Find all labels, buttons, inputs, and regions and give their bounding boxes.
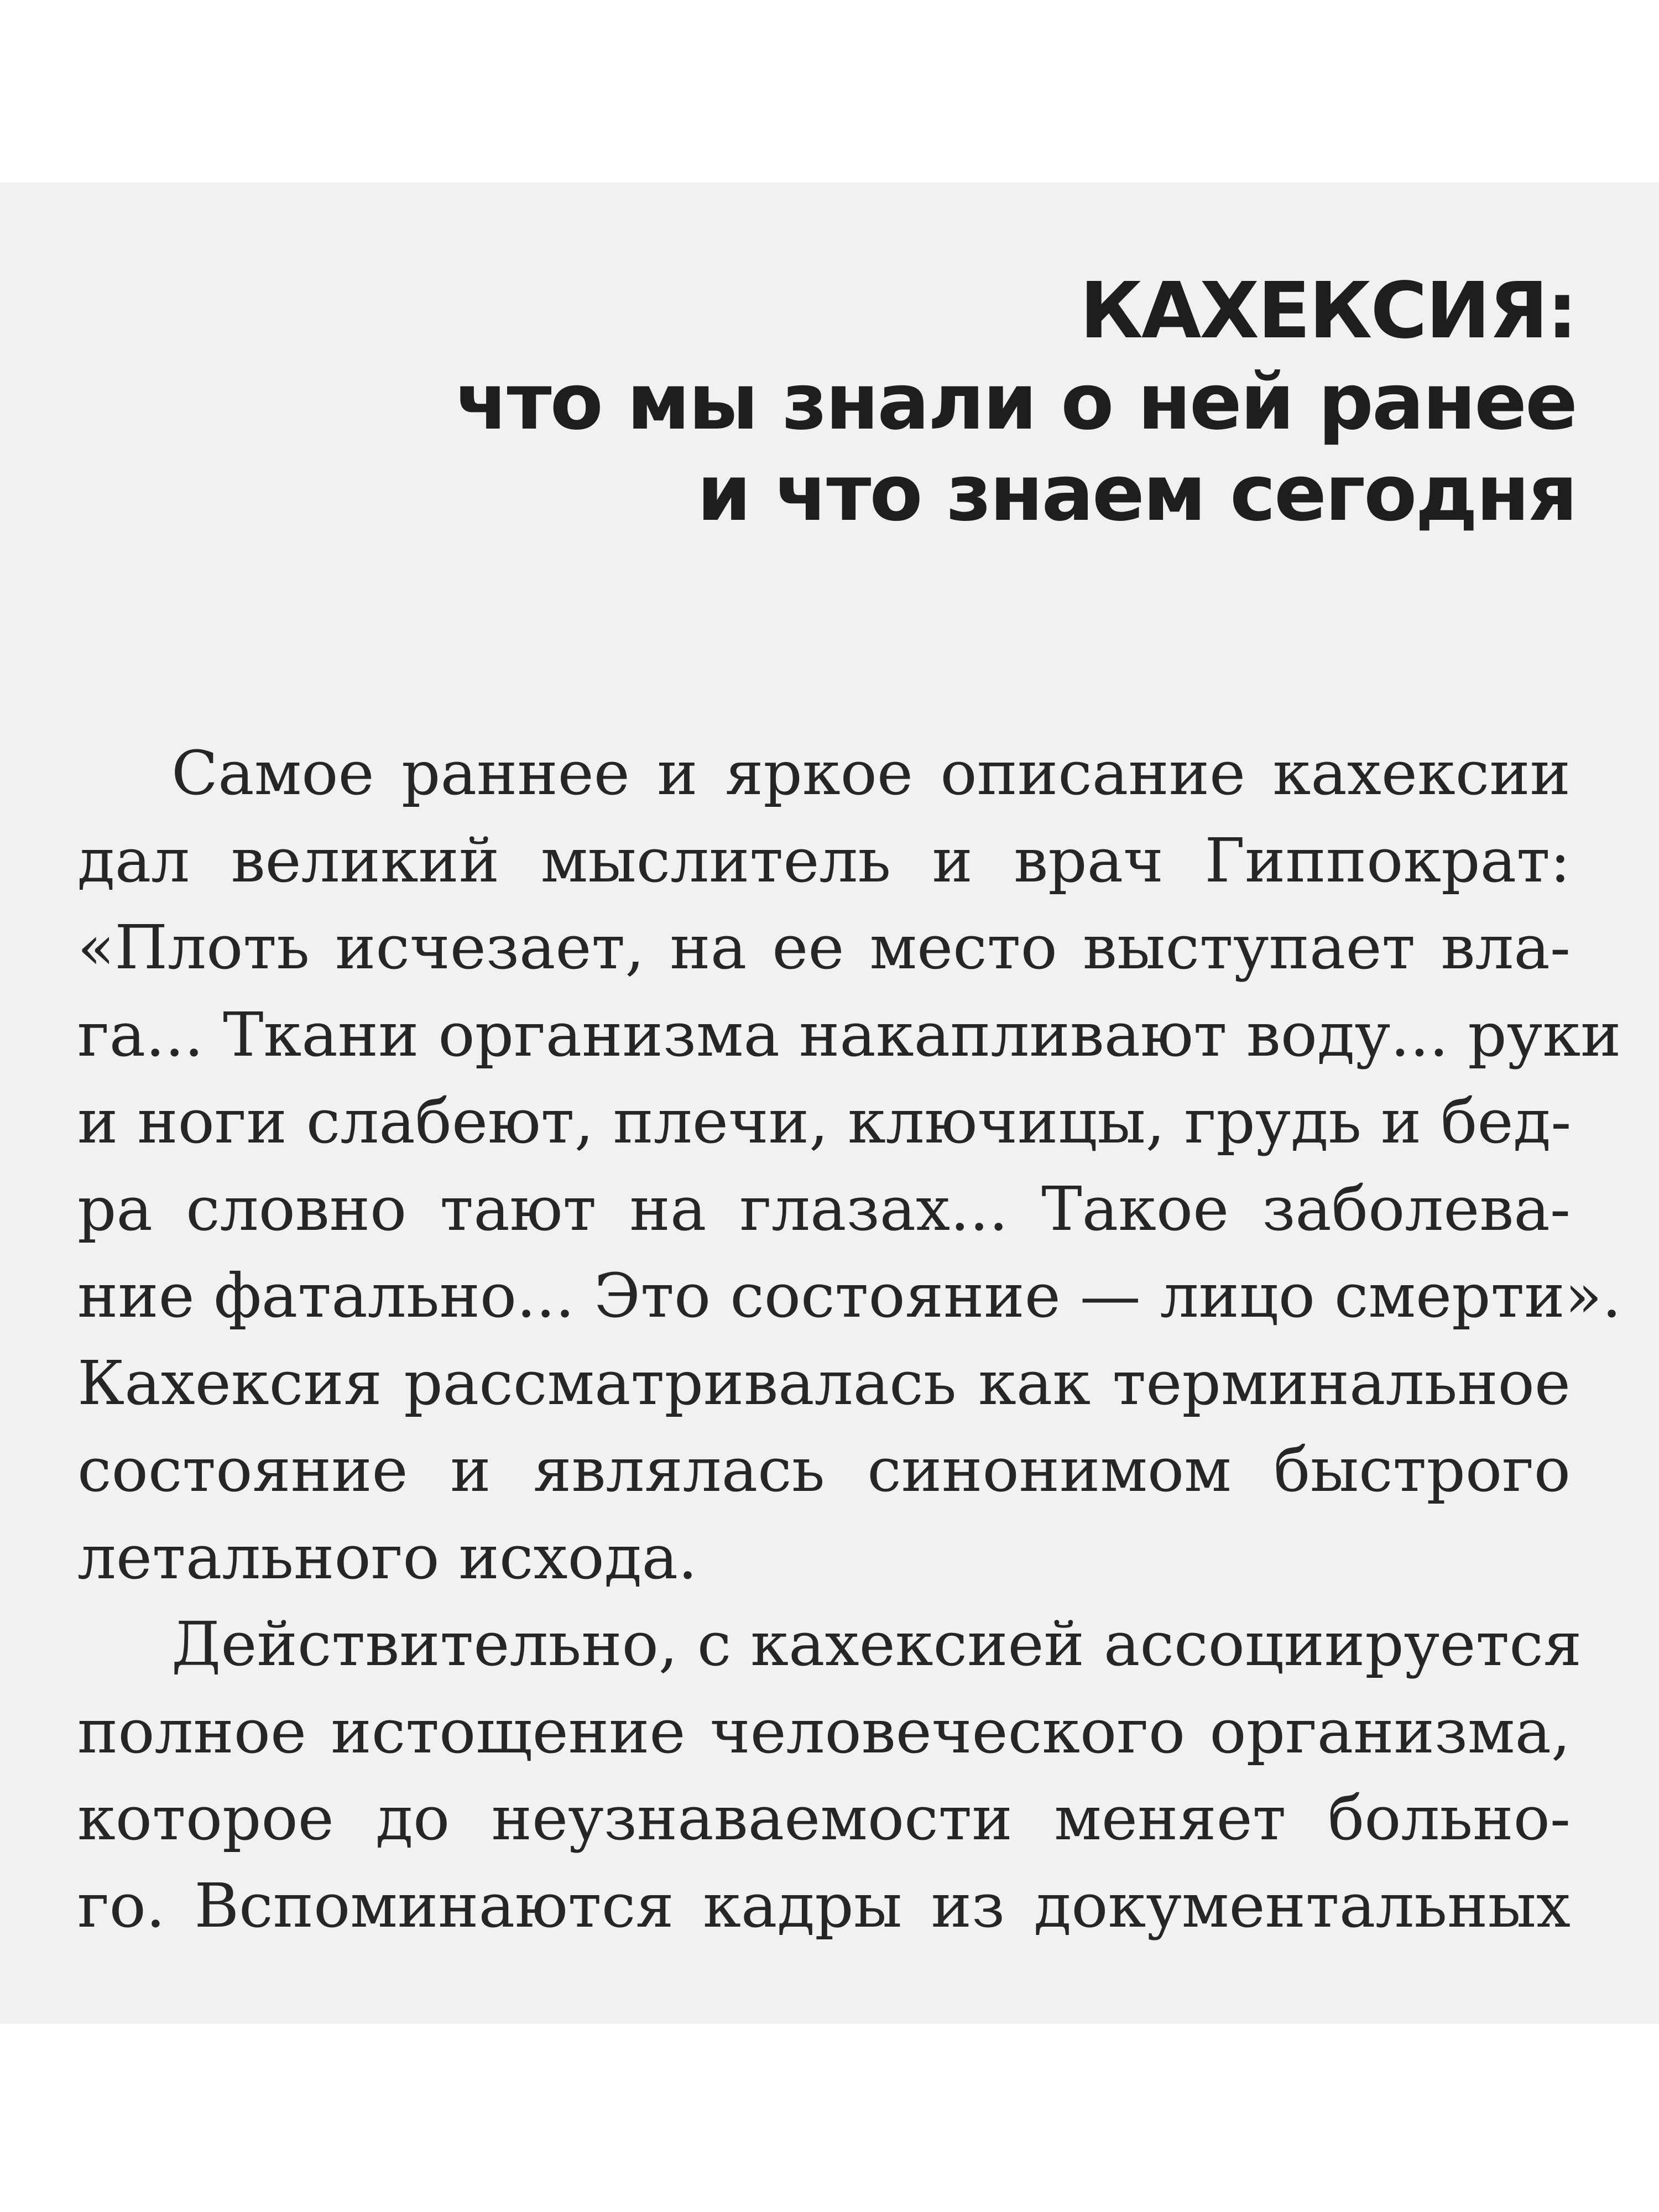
text-line: Кахексия рассматривалась как терминальное: [77, 1347, 1571, 1418]
text-line: состояние и являлась синонимом быстрого: [77, 1434, 1571, 1505]
paragraph-1: [77, 730, 1622, 1601]
text-line: полное истощение человеческого организма,: [77, 1695, 1571, 1767]
text-line: га... Ткани организма накапливают воду... руки: [77, 999, 1621, 1070]
text-line: Действительно, с кахексией ассоциируется: [171, 1609, 1582, 1679]
text-line: ра словно тают на глазах... Такое заболева-: [77, 1173, 1571, 1244]
chapter-heading: [138, 265, 1576, 539]
text-line: и ноги слабеют, плечи, ключицы, грудь и бед-: [77, 1086, 1572, 1157]
chapter-subtitle-line-2: и что знаем сегодня: [697, 448, 1576, 539]
chapter-subtitle-line-1: что мы знали о ней ранее: [455, 357, 1576, 447]
book-page: [0, 182, 1659, 2024]
body-text: [77, 730, 1622, 1949]
text-line: го. Вспоминаются кадры из документальных: [77, 1870, 1571, 1941]
text-line: которое до неузнаваемости меняет больно-: [77, 1783, 1571, 1854]
chapter-title: КАХЕКСИЯ:: [1079, 266, 1576, 356]
text-line: дал великий мыслитель и врач Гиппократ:: [77, 825, 1571, 896]
text-line: ние фатально... Это состояние — лицо смерти».: [77, 1260, 1622, 1331]
text-line: летального исхода.: [77, 1521, 698, 1593]
paragraph-2: [77, 1601, 1582, 1949]
text-line: Самое раннее и яркое описание кахексии: [171, 738, 1571, 808]
text-line: «Плоть исчезает, на ее место выступает вла-: [77, 912, 1571, 983]
